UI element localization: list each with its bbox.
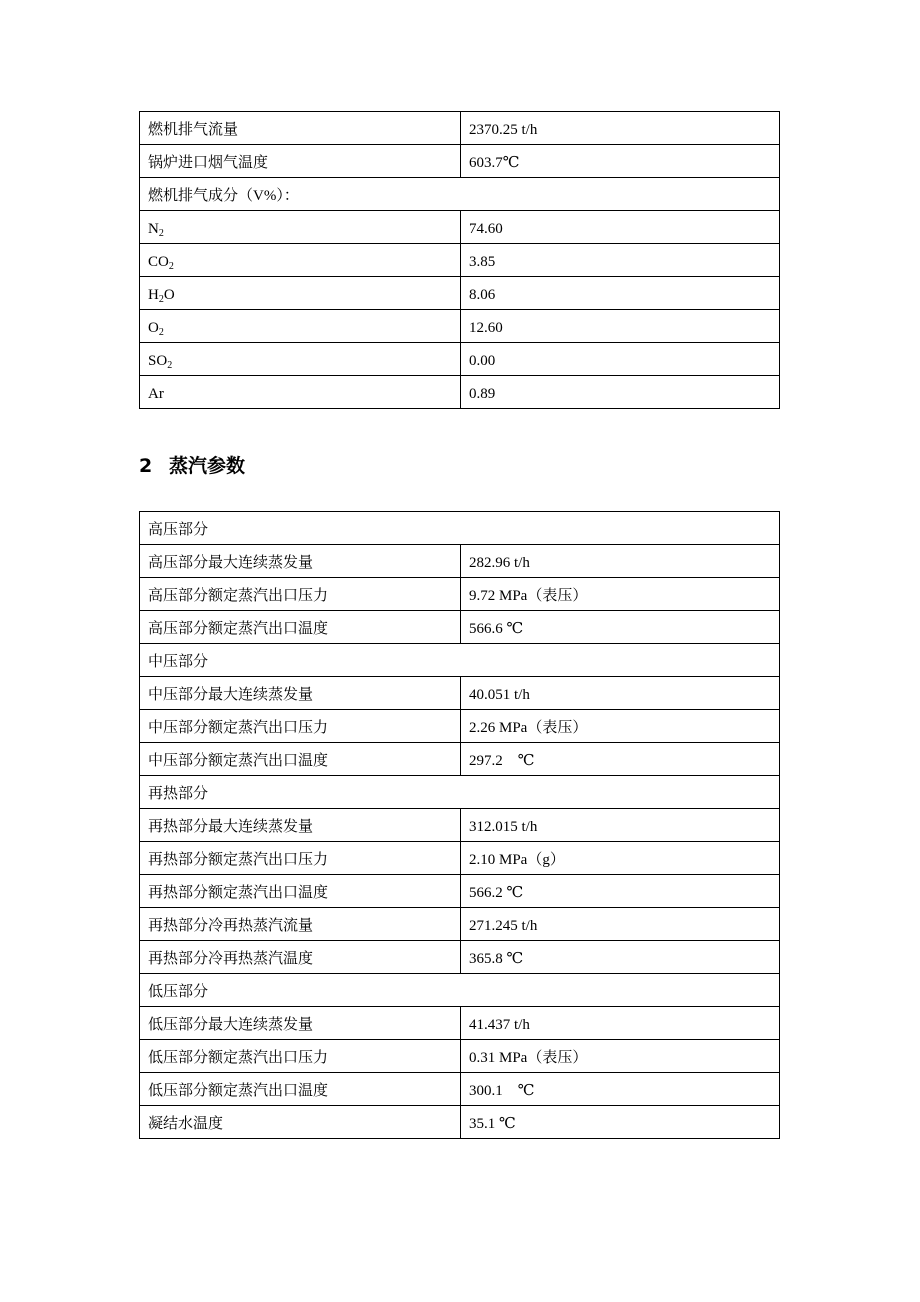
table-row	[140, 310, 780, 343]
table-row	[140, 145, 780, 178]
table-row	[140, 908, 780, 941]
section-number: 2	[139, 455, 153, 477]
table-row	[140, 578, 780, 611]
formula-subscript: 2	[158, 228, 164, 239]
steam-parameters-table	[139, 511, 780, 1139]
formula-main: H	[148, 287, 159, 303]
row-value: 603.7℃	[461, 145, 780, 178]
row-label: 低压部分额定蒸汽出口温度	[140, 1073, 461, 1106]
row-label: 中压部分额定蒸汽出口温度	[140, 743, 461, 776]
table-row	[140, 974, 780, 1007]
row-value: 2.10 MPa（g）	[461, 842, 780, 875]
composition-header: 燃机排气成分（V%）：	[140, 178, 780, 211]
row-label: 再热部分最大连续蒸发量	[140, 809, 461, 842]
row-value: 0.89	[461, 376, 780, 409]
formula-main: O	[148, 320, 159, 336]
table-row	[140, 875, 780, 908]
table-row	[140, 941, 780, 974]
row-value: 9.72 MPa（表压）	[461, 578, 780, 611]
table-row	[140, 343, 780, 376]
row-value: 74.60	[461, 211, 780, 244]
row-value: 282.96 t/h	[461, 545, 780, 578]
row-label: 高压部分额定蒸汽出口压力	[140, 578, 461, 611]
row-value: 35.1 ℃	[461, 1106, 780, 1139]
row-value: 566.6 ℃	[461, 611, 780, 644]
table-row	[140, 112, 780, 145]
row-label: 低压部分额定蒸汽出口压力	[140, 1040, 461, 1073]
formula-main: CO	[148, 254, 169, 270]
group-header-rh: 再热部分	[140, 776, 780, 809]
row-value: 0.00	[461, 343, 780, 376]
row-value: 300.1 ℃	[461, 1073, 780, 1106]
formula-cell	[140, 244, 461, 277]
row-value: 40.051 t/h	[461, 677, 780, 710]
table-row	[140, 710, 780, 743]
section-heading	[139, 452, 245, 480]
table-row	[140, 677, 780, 710]
formula-subscript: 2	[167, 360, 173, 371]
row-value: 0.31 MPa（表压）	[461, 1040, 780, 1073]
table-row	[140, 376, 780, 409]
table-row	[140, 842, 780, 875]
row-value: 566.2 ℃	[461, 875, 780, 908]
formula-subscript: 2	[158, 294, 164, 305]
table-row	[140, 611, 780, 644]
row-label: 低压部分最大连续蒸发量	[140, 1007, 461, 1040]
row-label: 再热部分额定蒸汽出口压力	[140, 842, 461, 875]
formula-cell	[140, 277, 461, 310]
table-row	[140, 809, 780, 842]
formula-cell	[140, 376, 461, 409]
row-value: 297.2 ℃	[461, 743, 780, 776]
table-row	[140, 277, 780, 310]
row-value: 3.85	[461, 244, 780, 277]
row-label: 再热部分额定蒸汽出口温度	[140, 875, 461, 908]
group-header-hp: 高压部分	[140, 512, 780, 545]
formula-subscript: 2	[168, 261, 174, 272]
section-title: 蒸汽参数	[169, 455, 246, 477]
formula-main: SO	[148, 353, 168, 369]
table-row	[140, 178, 780, 211]
row-label: 燃机排气流量	[140, 112, 461, 145]
table-row	[140, 512, 780, 545]
formula-cell	[140, 343, 461, 376]
table-row	[140, 1007, 780, 1040]
table-row	[140, 776, 780, 809]
table-row	[140, 1106, 780, 1139]
formula-main: Ar	[148, 386, 164, 402]
row-value: 365.8 ℃	[461, 941, 780, 974]
formula-tail: O	[163, 287, 175, 303]
table-row	[140, 1073, 780, 1106]
table-row	[140, 1040, 780, 1073]
row-value: 2370.25 t/h	[461, 112, 780, 145]
row-label: 高压部分额定蒸汽出口温度	[140, 611, 461, 644]
table-row	[140, 545, 780, 578]
group-header-ip: 中压部分	[140, 644, 780, 677]
row-value: 312.015 t/h	[461, 809, 780, 842]
row-value: 271.245 t/h	[461, 908, 780, 941]
formula-main: N	[148, 221, 159, 237]
row-label: 中压部分额定蒸汽出口压力	[140, 710, 461, 743]
row-label: 中压部分最大连续蒸发量	[140, 677, 461, 710]
formula-cell	[140, 310, 461, 343]
row-value: 2.26 MPa（表压）	[461, 710, 780, 743]
row-label: 凝结水温度	[140, 1106, 461, 1139]
table-row	[140, 211, 780, 244]
formula-subscript: 2	[158, 327, 164, 338]
formula-cell	[140, 211, 461, 244]
row-value: 12.60	[461, 310, 780, 343]
exhaust-parameters-table	[139, 111, 780, 409]
row-label: 再热部分冷再热蒸汽温度	[140, 941, 461, 974]
table-row	[140, 743, 780, 776]
row-label: 再热部分冷再热蒸汽流量	[140, 908, 461, 941]
row-label: 锅炉进口烟气温度	[140, 145, 461, 178]
table-row	[140, 244, 780, 277]
table-row	[140, 644, 780, 677]
row-value: 8.06	[461, 277, 780, 310]
row-label: 高压部分最大连续蒸发量	[140, 545, 461, 578]
row-value: 41.437 t/h	[461, 1007, 780, 1040]
group-header-lp: 低压部分	[140, 974, 780, 1007]
